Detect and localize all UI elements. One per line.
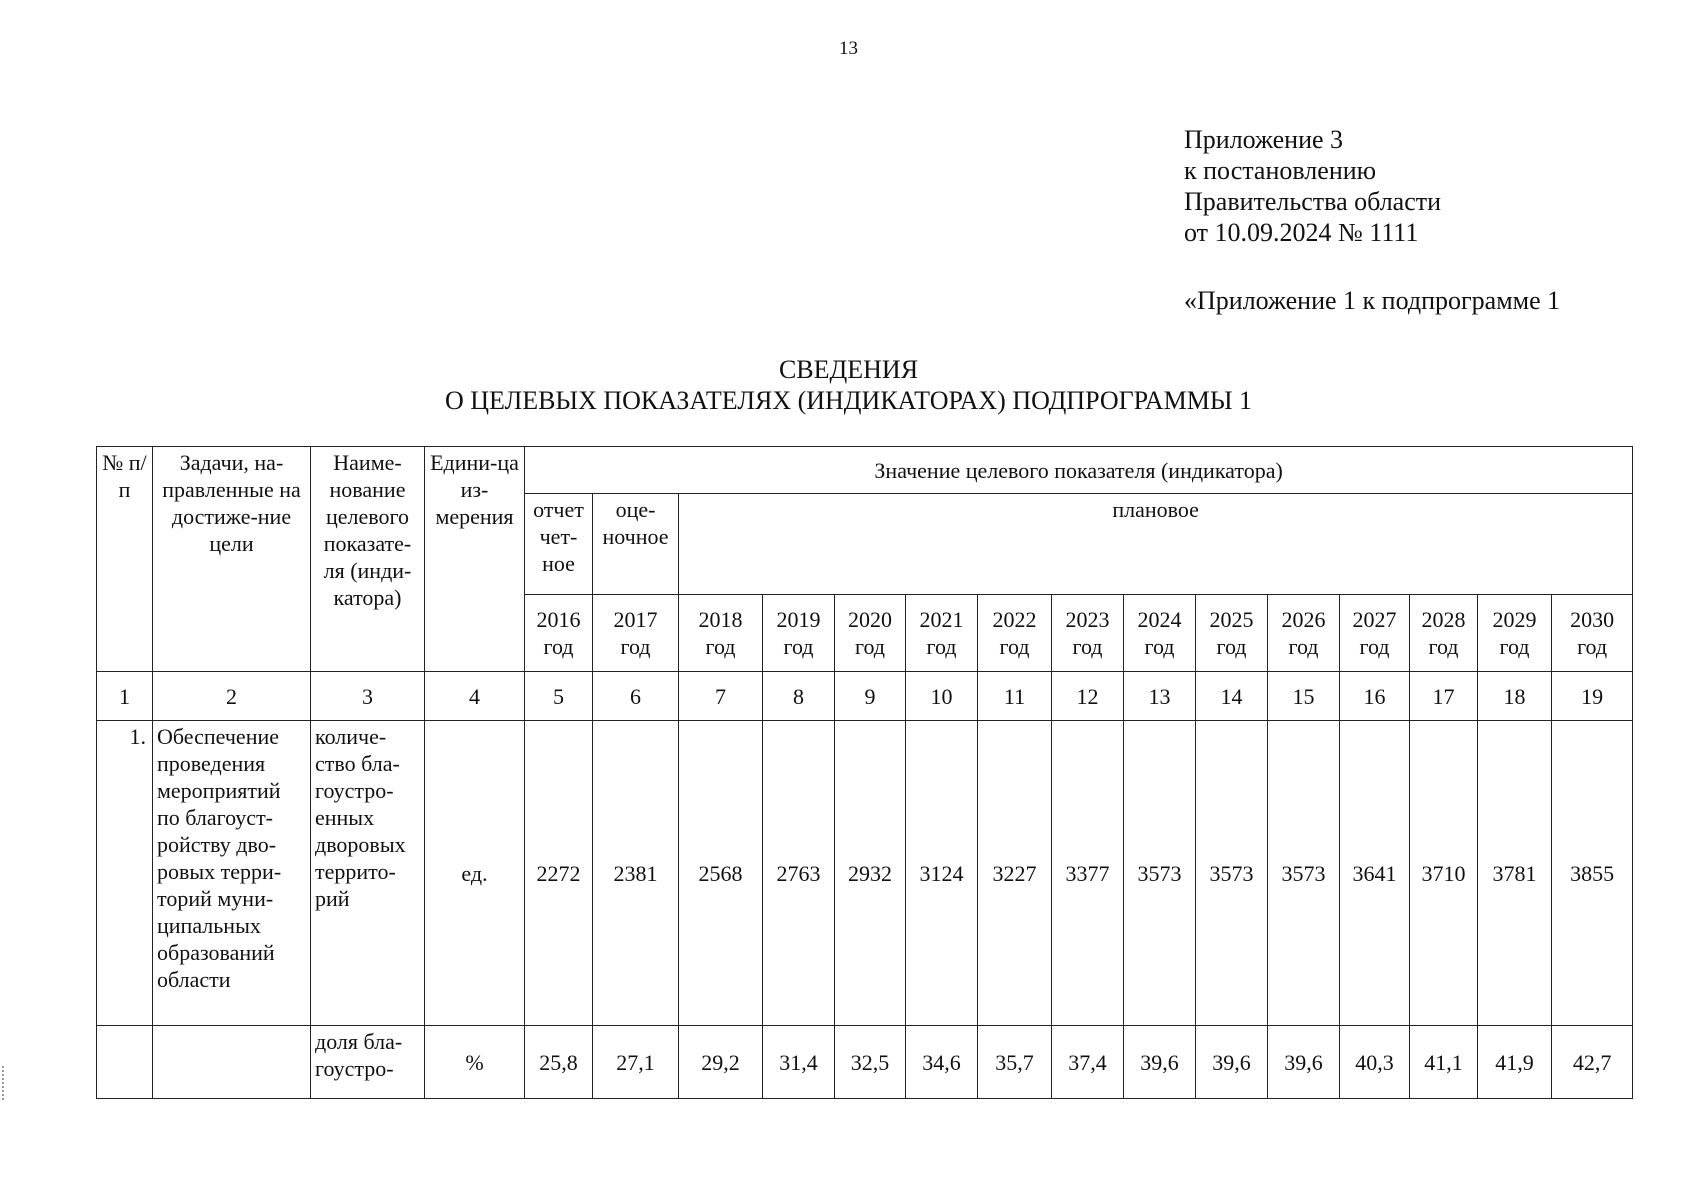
appendix-block [1184,124,1441,248]
column-number: 14 [1196,672,1268,721]
appendix-line-1: Приложение 3 [1184,125,1344,154]
year-cell: 2026 год [1268,595,1340,672]
column-number: 2 [153,672,311,721]
year-cell: 2016 год [525,595,593,672]
column-number: 9 [835,672,906,721]
column-number: 19 [1552,672,1633,721]
column-number: 4 [425,672,525,721]
year-cell: 2022 год [978,595,1052,672]
value-cell: 2272 [525,721,593,1026]
appendix-sub: «Приложение 1 к подпрограмме 1 [1184,286,1561,315]
value-cell: 2568 [679,721,763,1026]
appendix-line-2: к постановлению [1184,156,1377,185]
column-number: 7 [679,672,763,721]
year-cell: 2024 год [1124,595,1196,672]
appendix-line-3: Правительства области [1184,187,1442,216]
row-unit: % [425,1026,525,1099]
year-cell: 2025 год [1196,595,1268,672]
header-estimate: оце-ночное [593,494,679,595]
table-row [97,1026,1633,1099]
value-cell: 39,6 [1124,1026,1196,1099]
header-unit: Едини-ца из-мерения [425,447,525,672]
year-cell: 2019 год [763,595,835,672]
column-number: 15 [1268,672,1340,721]
year-cell: 2020 год [835,595,906,672]
value-cell: 3573 [1268,721,1340,1026]
header-tasks: Задачи, на-правленные на достиже-ние цели [153,447,311,672]
value-cell: 35,7 [978,1026,1052,1099]
column-number: 8 [763,672,835,721]
column-number: 5 [525,672,593,721]
column-number: 11 [978,672,1052,721]
value-cell: 42,7 [1552,1026,1633,1099]
row-indicator: количе-ство бла-гоустро-енных дворовых террито-рий [311,721,425,1026]
year-cell: 2028 год [1410,595,1478,672]
value-cell: 41,1 [1410,1026,1478,1099]
row-task: Обеспечение проведения мероприятий по благоуст-ройству дво-ровых терри-торий муни-ципальных образований области [153,721,311,1026]
value-cell: 39,6 [1196,1026,1268,1099]
appendix-line-4: от 10.09.2024 № 1111 [1184,218,1419,247]
row-num: 1. [97,721,153,1026]
value-cell: 27,1 [593,1026,679,1099]
value-cell: 3377 [1052,721,1124,1026]
column-number: 16 [1340,672,1410,721]
column-number: 6 [593,672,679,721]
document-title [0,354,1697,416]
column-number: 3 [311,672,425,721]
value-cell: 2763 [763,721,835,1026]
row-num [97,1026,153,1099]
value-cell: 32,5 [835,1026,906,1099]
row-task [153,1026,311,1099]
value-cell: 40,3 [1340,1026,1410,1099]
column-number: 10 [906,672,978,721]
year-cell: 2030 год [1552,595,1633,672]
value-cell: 3124 [906,721,978,1026]
title-line-2: О ЦЕЛЕВЫХ ПОКАЗАТЕЛЯХ (ИНДИКАТОРАХ) ПОДПРОГРАММЫ 1 [444,386,1252,415]
row-indicator: доля бла-гоустро- [311,1026,425,1099]
page-number: 13 [839,38,858,59]
column-number: 1 [97,672,153,721]
header-planned: плановое [679,494,1633,595]
scan-edge-mark [2,1066,6,1100]
value-cell: 3573 [1196,721,1268,1026]
column-number: 13 [1124,672,1196,721]
value-cell: 3573 [1124,721,1196,1026]
year-cell: 2021 год [906,595,978,672]
value-cell: 3781 [1478,721,1552,1026]
row-unit: ед. [425,721,525,1026]
table-row [97,721,1633,1026]
year-cell: 2017 год [593,595,679,672]
header-values: Значение целевого показателя (индикатора) [525,447,1633,494]
column-number: 17 [1410,672,1478,721]
column-number: 18 [1478,672,1552,721]
value-cell: 29,2 [679,1026,763,1099]
column-numbers-row [97,672,1633,721]
header-report: отчет чет-ное [525,494,593,595]
header-name: Наиме-нование целевого показате-ля (инди-катора) [311,447,425,672]
value-cell: 25,8 [525,1026,593,1099]
value-cell: 3855 [1552,721,1633,1026]
year-cell: 2027 год [1340,595,1410,672]
value-cell: 41,9 [1478,1026,1552,1099]
column-number: 12 [1052,672,1124,721]
year-cell: 2018 год [679,595,763,672]
value-cell: 37,4 [1052,1026,1124,1099]
value-cell: 3710 [1410,721,1478,1026]
header-row-1 [97,447,1633,494]
year-cell: 2029 год [1478,595,1552,672]
value-cell: 2932 [835,721,906,1026]
value-cell: 2381 [593,721,679,1026]
header-num: № п/п [97,447,153,672]
title-line-1: СВЕДЕНИЯ [778,355,919,384]
value-cell: 31,4 [763,1026,835,1099]
value-cell: 39,6 [1268,1026,1340,1099]
value-cell: 34,6 [906,1026,978,1099]
indicators-table [96,446,1633,1099]
year-cell: 2023 год [1052,595,1124,672]
value-cell: 3641 [1340,721,1410,1026]
value-cell: 3227 [978,721,1052,1026]
